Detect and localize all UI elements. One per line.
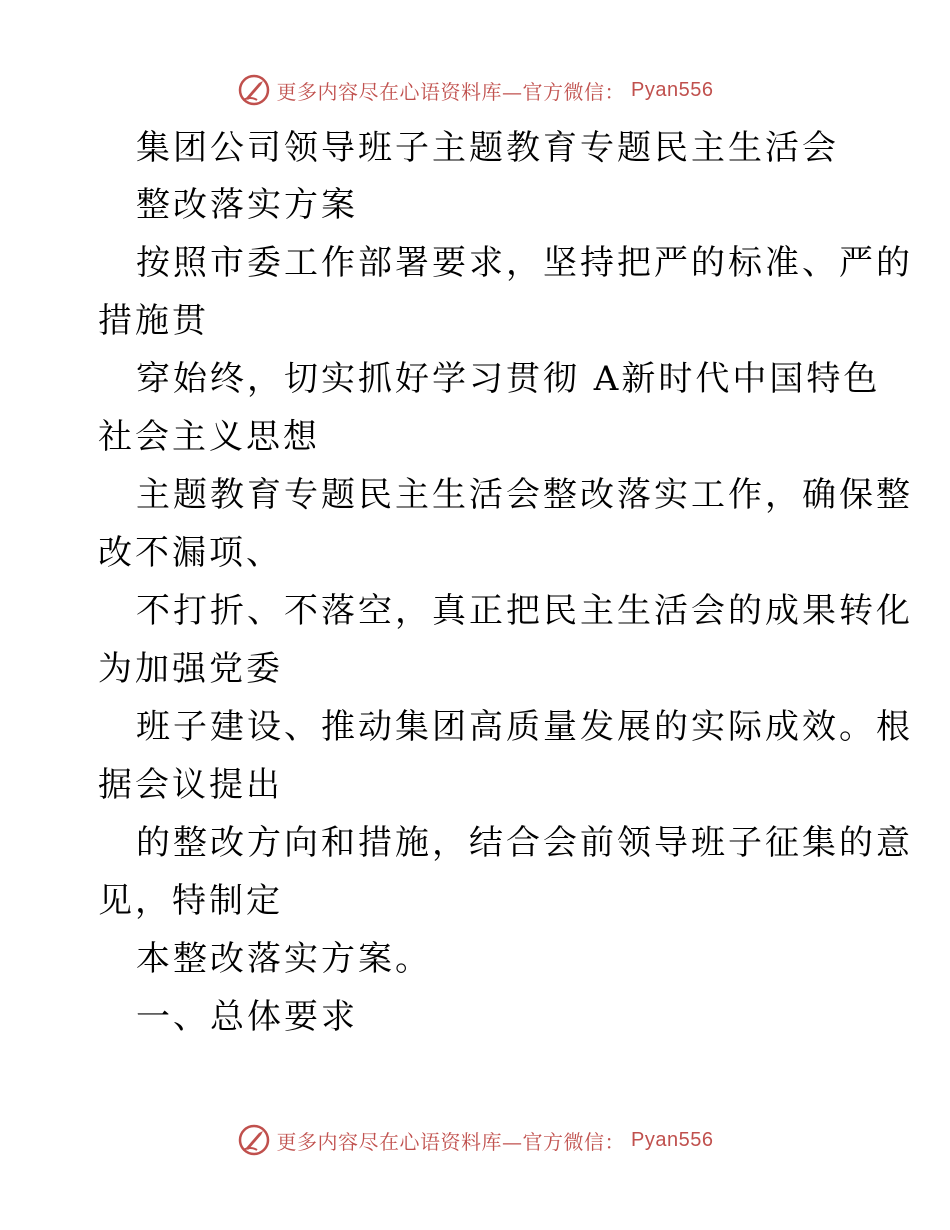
watermark-text: 更多内容尽在心语资料库—官方微信：	[276, 1129, 626, 1154]
header-watermark	[0, 70, 950, 110]
quill-logo-icon	[237, 73, 271, 107]
paragraph-line: 的整改方向和措施，结合会前领导班子征集的意	[136, 823, 913, 863]
paragraph-line: 主题教育专题民主生活会整改落实工作，确保整	[136, 475, 913, 515]
paragraph-line: 本整改落实方案。	[136, 939, 432, 979]
watermark-contact: Pyan556	[631, 1128, 714, 1151]
paragraph-line: 按照市委工作部署要求，坚持把严的标准、严的	[136, 243, 913, 283]
document-title-line2: 整改落实方案	[136, 185, 358, 225]
paragraph-line: 见，特制定	[98, 881, 283, 921]
section-heading: 一、总体要求	[136, 997, 358, 1037]
watermark-group	[237, 1123, 714, 1157]
paragraph-line: 改不漏项、	[98, 533, 283, 573]
watermark-text: 更多内容尽在心语资料库—官方微信：	[276, 79, 626, 104]
watermark-group	[237, 73, 714, 107]
footer-watermark	[0, 1120, 950, 1160]
document-title-line1: 集团公司领导班子主题教育专题民主生活会	[136, 128, 839, 168]
paragraph-line: 据会议提出	[98, 765, 283, 805]
paragraph-line: 为加强党委	[98, 649, 283, 689]
paragraph-line: 不打折、不落空，真正把民主生活会的成果转化	[136, 591, 913, 631]
quill-logo-icon	[237, 1123, 271, 1157]
paragraph-line: 措施贯	[98, 301, 209, 341]
watermark-contact: Pyan556	[631, 78, 714, 101]
paragraph-line: 班子建设、推动集团高质量发展的实际成效。根	[136, 707, 913, 747]
paragraph-line: 穿始终，切实抓好学习贯彻 A新时代中国特色	[136, 359, 881, 399]
paragraph-line: 社会主义思想	[98, 417, 320, 457]
